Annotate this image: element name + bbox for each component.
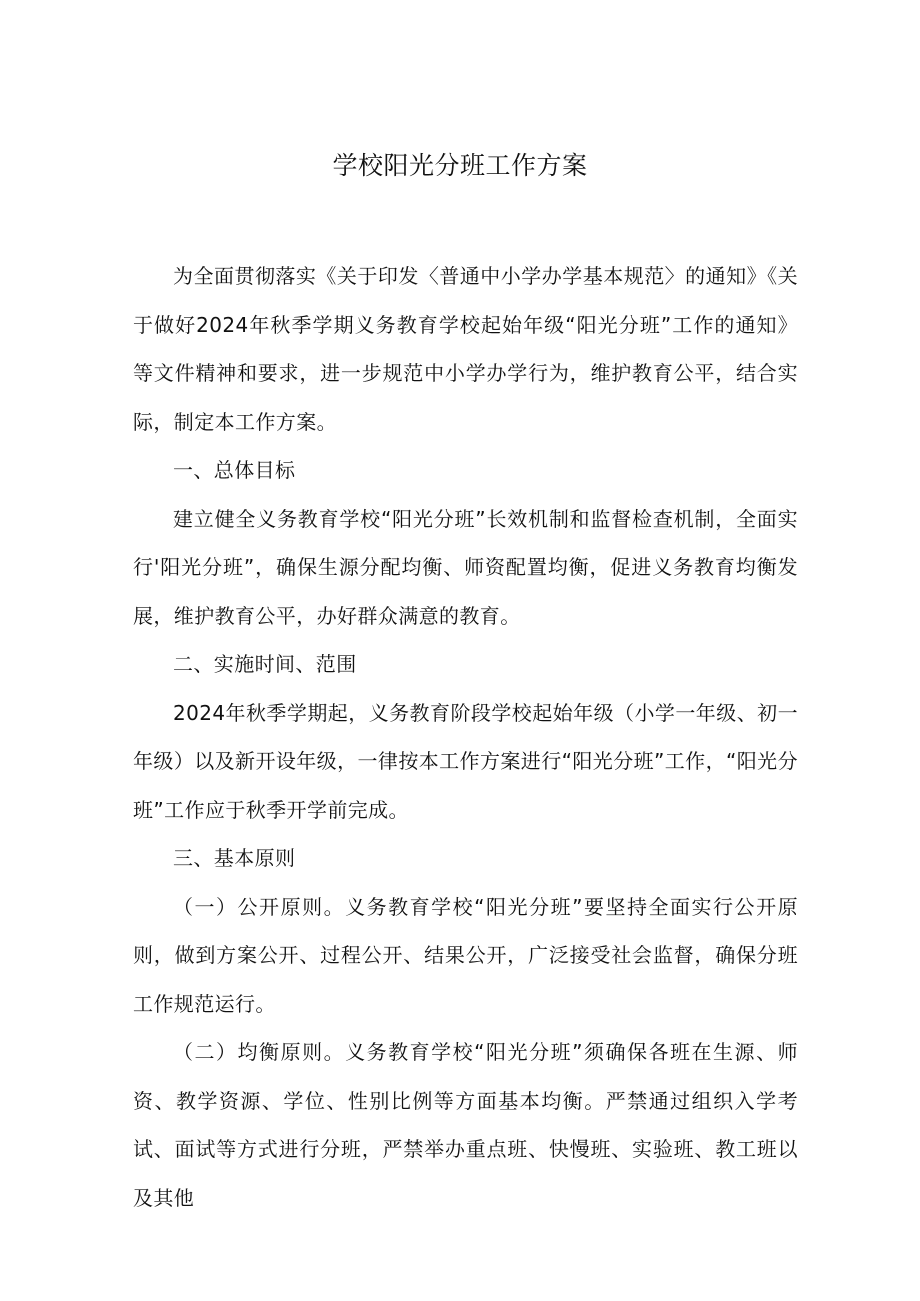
document-body [133,252,798,1222]
section-heading-2: 二、实施时间、范围 [173,652,357,676]
paragraph-principle-open: （一）公开原则。义务教育学校“阳光分班”要坚持全面实行公开原则，做到方案公开、过程公开、结果公开，广泛接受社会监督，确保分班工作规范运行。 [133,894,798,1016]
paragraph-time-scope: 2024年秋季学期起，义务教育阶段学校起始年级（小学一年级、初一年级）以及新开设年级，一律按本工作方案进行“阳光分班”工作，“阳光分班”工作应于秋季开学前完成。 [133,700,798,822]
paragraph-principle-balance: （二）均衡原则。义务教育学校“阳光分班”须确保各班在生源、师资、教学资源、学位、性别比例等方面基本均衡。严禁通过组织入学考试、面试等方式进行分班，严禁举办重点班、快慢班、实验班、教工班以及其他 [133,1040,798,1210]
document-title: 学校阳光分班工作方案 [332,151,588,180]
intro-paragraph: 为全面贯彻落实《关于印发〈普通中小学办学基本规范〉的通知》《关于做好2024年秋季学期义务教育学校起始年级“阳光分班”工作的通知》等文件精神和要求，进一步规范中小学办学行为，维护教育公平，结合实际，制定本工作方案。 [133,264,798,434]
section-heading-3: 三、基本原则 [173,846,296,870]
paragraph-overall-goal: 建立健全义务教育学校“阳光分班”长效机制和监督检查机制，全面实行'阳光分班”，确保生源分配均衡、师资配置均衡，促进义务教育均衡发展，维护教育公平，办好群众满意的教育。 [133,506,798,628]
section-heading-1: 一、总体目标 [173,458,296,482]
